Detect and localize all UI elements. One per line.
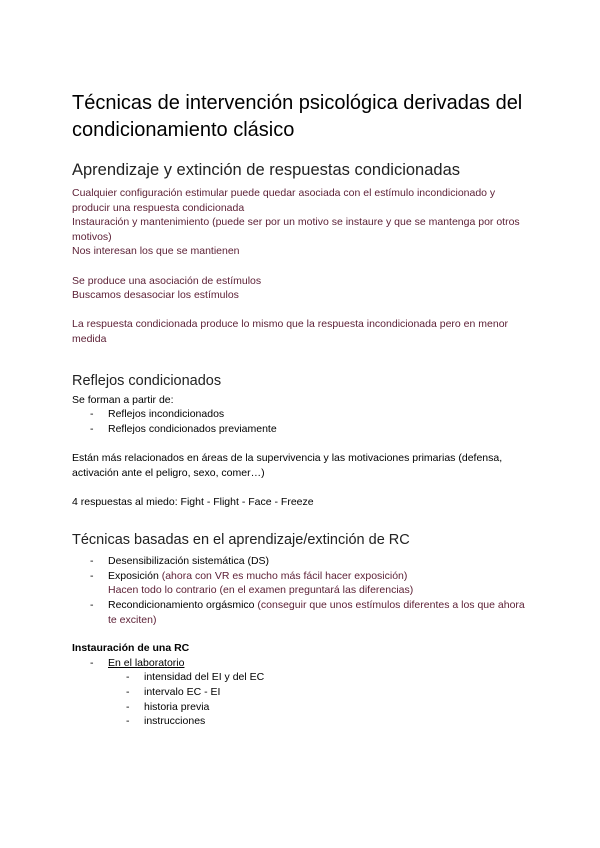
paragraph: Se produce una asociación de estímulos (72, 274, 262, 287)
paragraph: 4 respuestas al miedo: Fight - Flight - Face - Freeze (72, 495, 314, 508)
list-item: - intervalo EC - EI (126, 686, 221, 699)
list-item: - intensidad del EI y del EC (126, 671, 265, 684)
reflejos-list (72, 407, 532, 436)
instauracion-list (72, 656, 532, 729)
paragraph: Buscamos desasociar los estímulos (72, 289, 239, 302)
document-page (72, 90, 532, 729)
list-item: - Desensibilización sistemática (DS) (90, 555, 270, 568)
tecnicas-list (72, 554, 532, 627)
section-heading-aprendizaje: Aprendizaje y extinción de respuestas condicionadas (72, 161, 460, 179)
list-item: - instrucciones (126, 715, 206, 728)
list-item: - Exposición (ahora con VR es mucho más fácil hacer exposición) Hacen todo lo contrario (en el examen preguntará las diferencias) (90, 569, 414, 597)
paragraph: Nos interesan los que se mantienen (72, 245, 240, 258)
list-item: - En el laboratorio (90, 656, 185, 669)
paragraph: La respuesta condicionada produce lo mismo que la respuesta incondicionada pero en menor medida (72, 318, 509, 345)
paragraph: Están más relacionados en áreas de la supervivencia y las motivaciones primarias (defensa, activación ante el peligro, sexo, comer…) (72, 451, 503, 479)
paragraph: Se forman a partir de: (72, 393, 174, 406)
paragraph: Instauración y mantenimiento (puede ser por un motivo se instaure y que se mantenga por otros motivos) (72, 216, 520, 243)
paragraph: Cualquier configuración estimular puede quedar asociada con el estímulo incondicionado y producir una respuesta condicionada (72, 187, 496, 214)
section-heading-tecnicas: Técnicas basadas en el aprendizaje/extinción de RC (72, 532, 410, 549)
list-item: - Reflejos condicionados previamente (90, 422, 277, 435)
list-item: - historia previa (126, 700, 210, 713)
list-item: - Recondicionamiento orgásmico (conseguir que unos estímulos diferentes a los que ahora te exciten) (90, 599, 525, 626)
document-title: Técnicas de intervención psicológica derivadas del condicionamiento clásico (72, 92, 523, 141)
section-heading-reflejos: Reflejos condicionados (72, 372, 222, 389)
list-item: - Reflejos incondicionados (90, 408, 225, 421)
subsection-heading-instauracion: Instauración de una RC (72, 642, 190, 655)
